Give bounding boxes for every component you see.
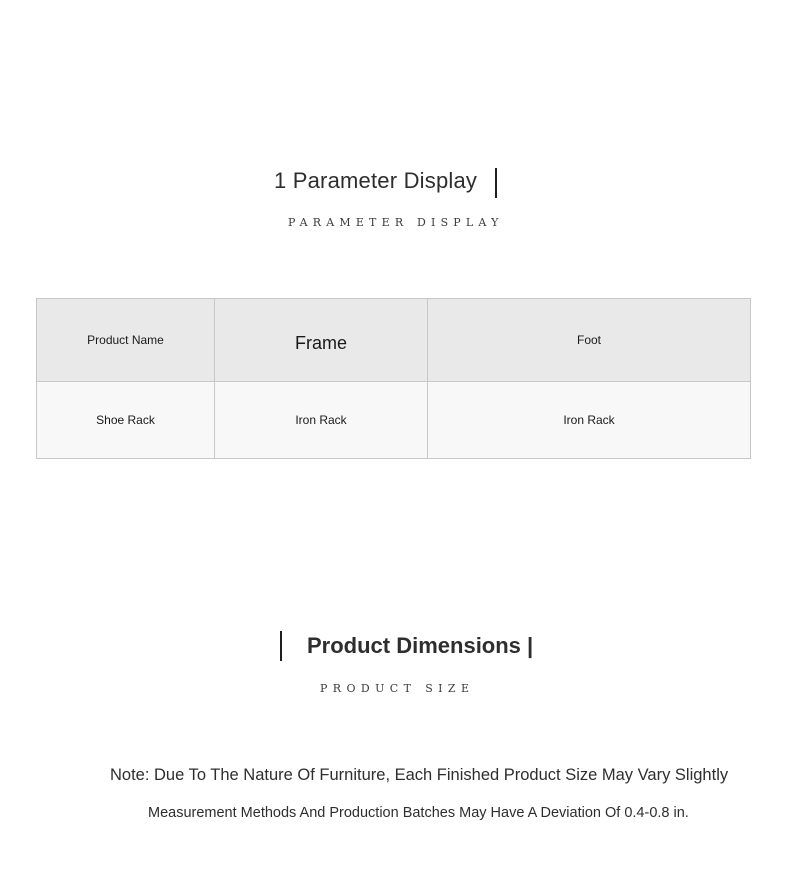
dimensions-section-title: Product Dimensions | xyxy=(307,633,534,658)
header-product-name: Product Name xyxy=(37,299,215,382)
parameter-section-subtitle: PARAMETER DISPLAY xyxy=(288,216,504,229)
title-divider-bar xyxy=(280,631,282,661)
size-note: Note: Due To The Nature Of Furniture, Each Finished Product Size May Vary Slightly xyxy=(110,766,729,784)
parameter-table xyxy=(36,298,751,459)
title-divider-bar xyxy=(495,168,497,198)
table-row xyxy=(37,382,751,459)
parameter-section-title: 1 Parameter Display xyxy=(274,168,478,193)
cell-frame: Iron Rack xyxy=(215,382,428,459)
dimensions-section-subtitle: PRODUCT SIZE xyxy=(320,682,475,695)
cell-foot: Iron Rack xyxy=(428,382,751,459)
table-header-row xyxy=(37,299,751,382)
cell-product-name: Shoe Rack xyxy=(37,382,215,459)
header-frame: Frame xyxy=(215,299,428,382)
measurement-note: Measurement Methods And Production Batches May Have A Deviation Of 0.4-0.8 in. xyxy=(148,805,689,821)
header-foot: Foot xyxy=(428,299,751,382)
